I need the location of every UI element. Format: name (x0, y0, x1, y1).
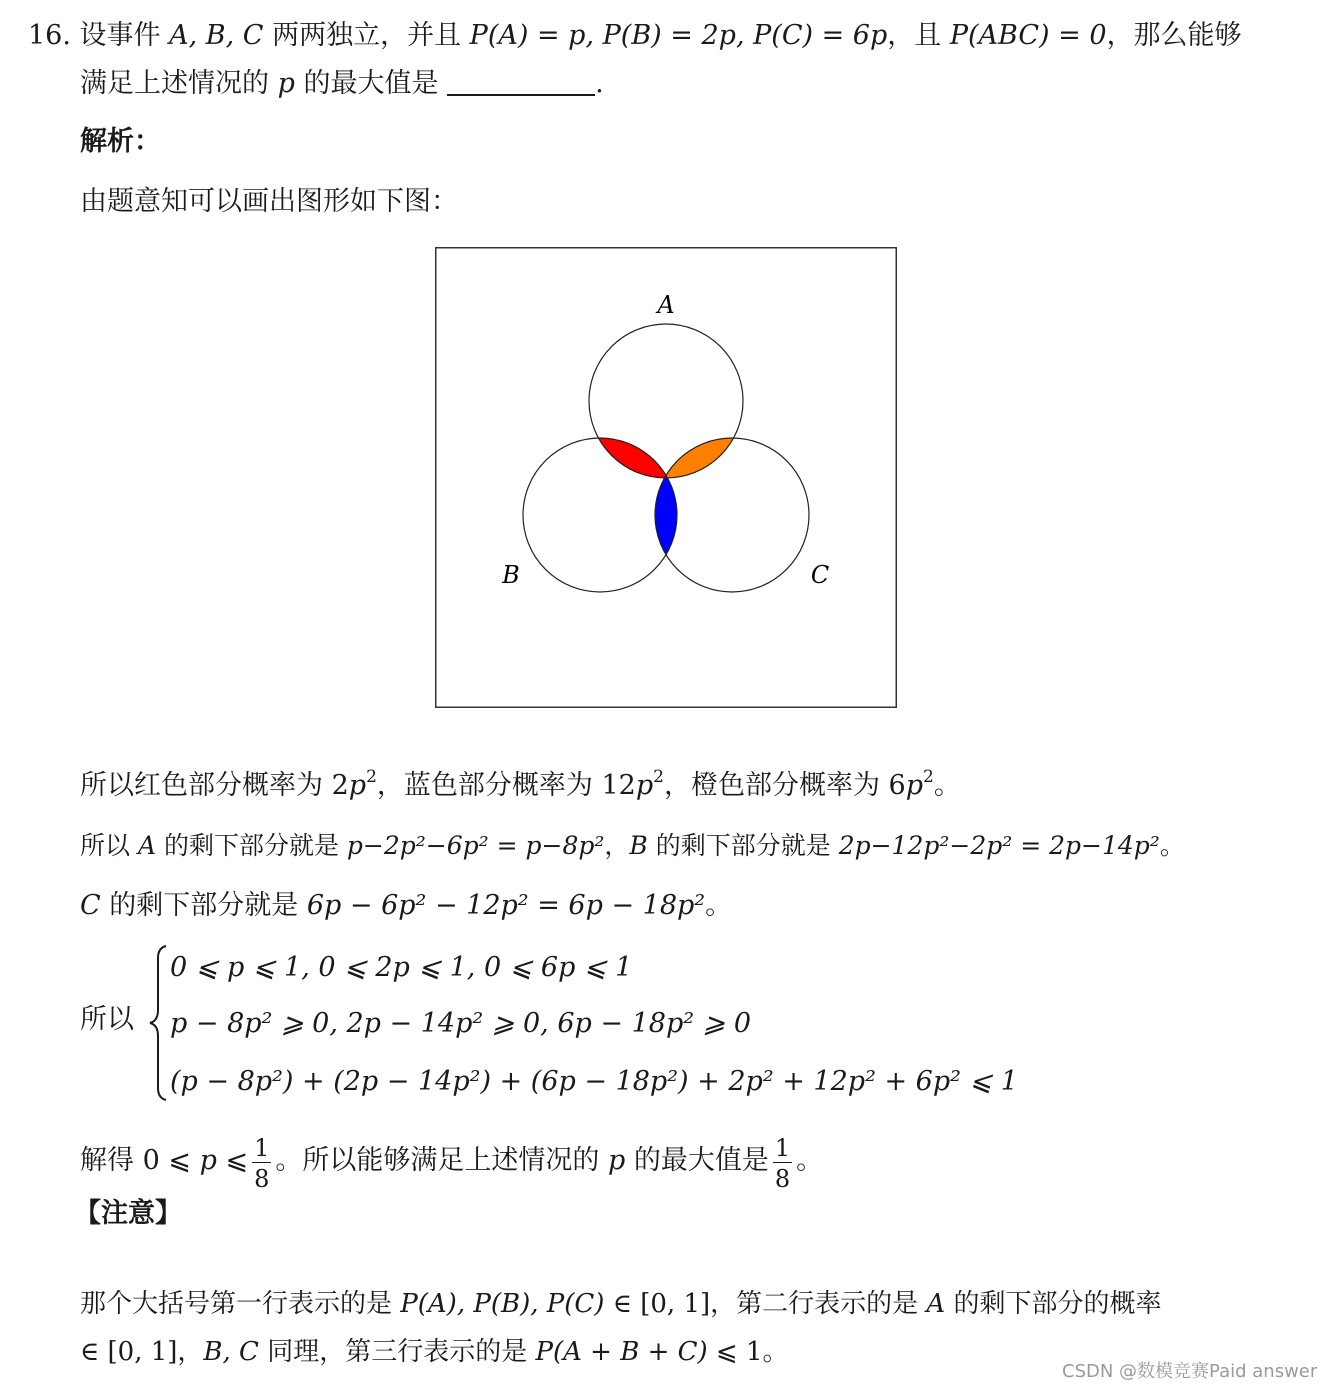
text: 设事件 (79, 20, 170, 51)
text: 的最大值是 (294, 68, 448, 99)
problem-line-1 (28, 18, 1242, 54)
note-line-1 (80, 1286, 1161, 1322)
math: B, C (203, 1337, 259, 1367)
math: P(A) = p, P(B) = 2p, P(C) = 6p (469, 20, 888, 51)
math: p (199, 1145, 217, 1176)
text: 的最大值是 (625, 1145, 769, 1176)
fraction-numerator: 1 (254, 1134, 270, 1162)
math: 6p − 6p² − 12p² = 6p − 18p² (306, 890, 706, 921)
fraction-denominator: 8 (774, 1165, 791, 1193)
math: B (629, 831, 648, 860)
math: 2 (653, 767, 664, 787)
watermark: CSDN @数模竞赛Paid answer (1062, 1361, 1318, 1382)
text: 那个大括号第一行表示的是 (80, 1289, 401, 1319)
text: 解得 0 ⩽ (80, 1145, 200, 1176)
math: P(ABC) = 0 (949, 20, 1107, 51)
venn-diagram (435, 247, 897, 708)
math: 2 (366, 767, 377, 787)
label-c: C (810, 561, 830, 589)
fraction-numerator: 1 (774, 1134, 791, 1162)
intro-text: 由题意知可以画出图形如下图： (80, 186, 458, 217)
text: ⩽ 1。 (707, 1337, 789, 1367)
note-title: 【注意】 (74, 1198, 182, 1229)
text: 。 (1159, 831, 1185, 860)
text: 的剩下部分就是 (156, 831, 347, 860)
fraction (252, 1136, 271, 1191)
math: A (926, 1289, 946, 1319)
math: p (277, 68, 295, 99)
text: 的剩下部分就是 (647, 831, 839, 860)
math: p (607, 1145, 626, 1176)
math: p (348, 770, 367, 801)
math: A (137, 831, 157, 860)
math: 2p−12p²−2p² = 2p−14p² (838, 831, 1160, 860)
fraction-denominator: 8 (254, 1165, 270, 1193)
text: 两两独立，并且 (263, 20, 470, 51)
text: ，橙色部分概率为 6 (663, 770, 906, 801)
left-brace (146, 944, 168, 1102)
math: p−2p²−6p² = p−8p² (346, 831, 605, 860)
label-b: B (502, 561, 520, 589)
problem-number: 16. (28, 20, 71, 51)
result-line-1 (80, 768, 961, 804)
result-line-2 (80, 828, 1185, 864)
system-row-1: 0 ⩽ p ⩽ 1, 0 ⩽ 2p ⩽ 1, 0 ⩽ 6p ⩽ 1 (170, 952, 633, 983)
label-a: A (657, 291, 675, 319)
analysis-title: 解析： (80, 126, 161, 157)
text: ，且 (887, 20, 950, 51)
text: ∈ [0, 1]， (80, 1337, 204, 1367)
result-line-3 (80, 888, 732, 924)
text: ， (604, 831, 630, 860)
text: 。 (705, 890, 733, 921)
fraction (773, 1136, 792, 1191)
math: p (635, 770, 654, 801)
solution-line (80, 1136, 823, 1191)
lens-ac-orange (655, 438, 809, 592)
system-row-3: (p − 8p²) + (2p − 14p²) + (6p − 18p²) + 2p² + 12p² + 6p² ⩽ 1 (170, 1066, 1018, 1097)
text: ，蓝色部分概率为 12 (376, 770, 636, 801)
text: 的剩下部分的概率 (945, 1289, 1162, 1319)
text: 的剩下部分就是 (100, 890, 307, 921)
text: 。 (933, 770, 961, 801)
text: 。 (796, 1145, 824, 1176)
answer-blank[interactable] (447, 68, 595, 96)
math: P(A + B + C) (535, 1337, 708, 1367)
lens-ab-red (523, 438, 677, 592)
math: C (80, 890, 101, 921)
text: 所以 (80, 831, 138, 860)
math: A, B, C (169, 20, 264, 51)
text: ∈ [0, 1]，第二行表示的是 (604, 1289, 927, 1319)
math: p (905, 770, 924, 801)
text: 。所以能够满足上述情况的 (275, 1145, 608, 1176)
math: P(A), P(B), P(C) (400, 1289, 605, 1319)
text: 满足上述情况的 (80, 68, 278, 99)
text: 同理，第三行表示的是 (258, 1337, 536, 1367)
math: 2 (923, 767, 934, 787)
text: . (595, 68, 604, 99)
note-line-2 (80, 1334, 789, 1370)
system-label: 所以 (80, 1004, 134, 1035)
text: ，那么能够 (1106, 20, 1242, 51)
text: ⩽ (216, 1145, 249, 1176)
system-row-2: p − 8p² ⩾ 0, 2p − 14p² ⩾ 0, 6p − 18p² ⩾ 0 (170, 1008, 752, 1039)
text: 所以红色部分概率为 2 (80, 770, 349, 801)
problem-line-2 (80, 66, 604, 102)
